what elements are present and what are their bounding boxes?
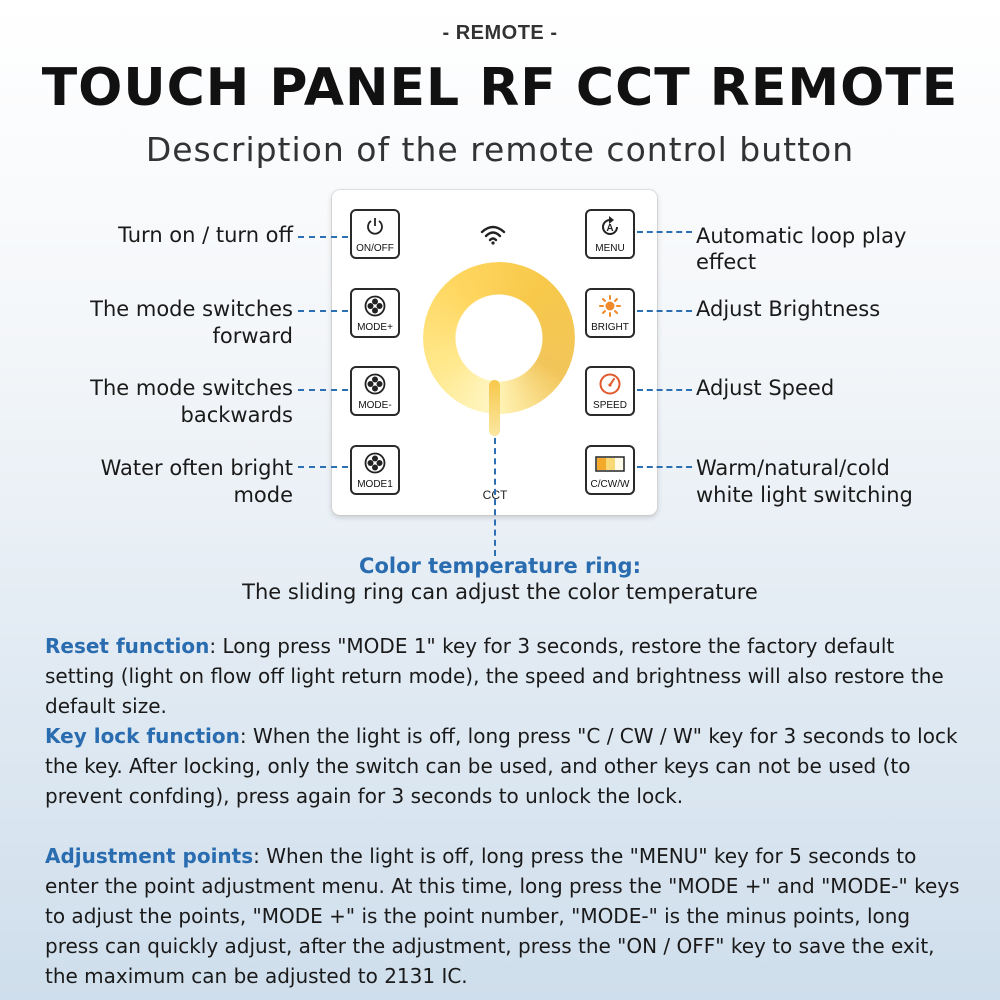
callout-mode1-line1: Water often bright [100, 456, 293, 480]
callout-line-ccw [637, 466, 692, 468]
key-lock-paragraph [45, 721, 965, 811]
mode-fan-icon [364, 295, 386, 317]
svg-text:A: A [606, 223, 614, 234]
callout-mode-plus-line2: forward [212, 324, 293, 348]
callout-menu-line2: effect [696, 250, 757, 274]
menu-key-label: MENU [595, 243, 625, 254]
brightness-key-label: BRIGHT [591, 322, 629, 333]
sun-icon [599, 295, 621, 317]
callout-ccw-line2: white light switching [696, 483, 913, 507]
callout-mode-plus-line1: The mode switches [90, 297, 293, 321]
callout-line-mode1 [298, 466, 348, 468]
adjustment-points-paragraph [45, 841, 965, 991]
power-icon [365, 216, 385, 236]
ring-caption-title: Color temperature ring: [359, 554, 641, 578]
callout-line-mode-plus [298, 310, 348, 312]
mode-plus-key-label: MODE+ [357, 322, 393, 333]
speed-key[interactable] [585, 366, 635, 416]
callout-line-brightness [637, 310, 692, 312]
callout-line-menu [637, 231, 692, 233]
adjustment-points-heading: Adjustment points [45, 844, 254, 868]
color-temperature-ring-tail [489, 380, 500, 436]
page-title: TOUCH PANEL RF CCT REMOTE [41, 58, 959, 118]
menu-key[interactable] [585, 209, 635, 259]
callout-menu-line1: Automatic loop play [696, 224, 907, 248]
callout-ccw-line1: Warm/natural/cold [696, 456, 890, 480]
ring-caption-desc: The sliding ring can adjust the color temperature [242, 580, 758, 604]
mode-plus-key[interactable] [350, 288, 400, 338]
callout-line-mode-minus [298, 389, 348, 391]
mode-minus-key[interactable] [350, 366, 400, 416]
key-lock-body: : When the light is off, long press "C / CW / W" key for 3 seconds to lock the key. After locking, only the switch can be used, and other keys can not be used (to prevent confding), press again for 3 seconds to unlock the lock. [45, 724, 958, 808]
mode-fan-icon [364, 373, 386, 395]
callout-onoff: Turn on / turn off [118, 223, 293, 247]
callout-mode1-line2: mode [233, 483, 293, 507]
mode-minus-key-label: MODE- [358, 400, 392, 411]
callout-line-onoff [298, 236, 348, 238]
speed-key-label: SPEED [593, 400, 627, 411]
callout-mode-minus-line1: The mode switches [90, 376, 293, 400]
callout-speed: Adjust Speed [696, 376, 835, 400]
on-off-key-label: ON/OFF [356, 243, 394, 254]
reset-function-heading: Reset function [45, 634, 210, 658]
c-cw-w-key-label: C/CW/W [590, 479, 630, 490]
kicker: - REMOTE - [442, 22, 558, 44]
wifi-icon [480, 225, 506, 245]
page-subtitle: Description of the remote control button [145, 130, 855, 169]
cct-label: CCT [482, 488, 508, 502]
callout-line-ring [494, 438, 496, 556]
reset-function-paragraph [45, 631, 965, 721]
callout-brightness: Adjust Brightness [696, 297, 881, 321]
mode1-key[interactable] [350, 445, 400, 495]
key-lock-heading: Key lock function [45, 724, 240, 748]
mode1-key-label: MODE1 [357, 479, 393, 490]
auto-loop-icon [599, 216, 621, 238]
reset-function-body: : Long press "MODE 1" key for 3 seconds, restore the factory default setting (light on flow off light return mode), the speed and brightness will also restore the default size. [45, 634, 944, 718]
adjustment-points-body: : When the light is off, long press the "MENU" key for 5 seconds to enter the point adjustment menu. At this time, long press the "MODE +" and "MODE-" keys to adjust the points, "MODE +" is the point number, "MODE-" is the minus points, long press can quickly adjust, after the adjustment, press the "ON / OFF" key to save the exit, the maximum can be adjusted to 2131 IC. [45, 844, 960, 988]
callout-line-speed [637, 389, 692, 391]
mode-fan-icon [364, 452, 386, 474]
speedometer-icon [599, 373, 621, 395]
cct-swatch-icon [595, 456, 625, 472]
c-cw-w-key[interactable] [585, 445, 635, 495]
brightness-key[interactable] [585, 288, 635, 338]
callout-mode-minus-line2: backwards [180, 403, 293, 427]
on-off-key[interactable] [350, 209, 400, 259]
